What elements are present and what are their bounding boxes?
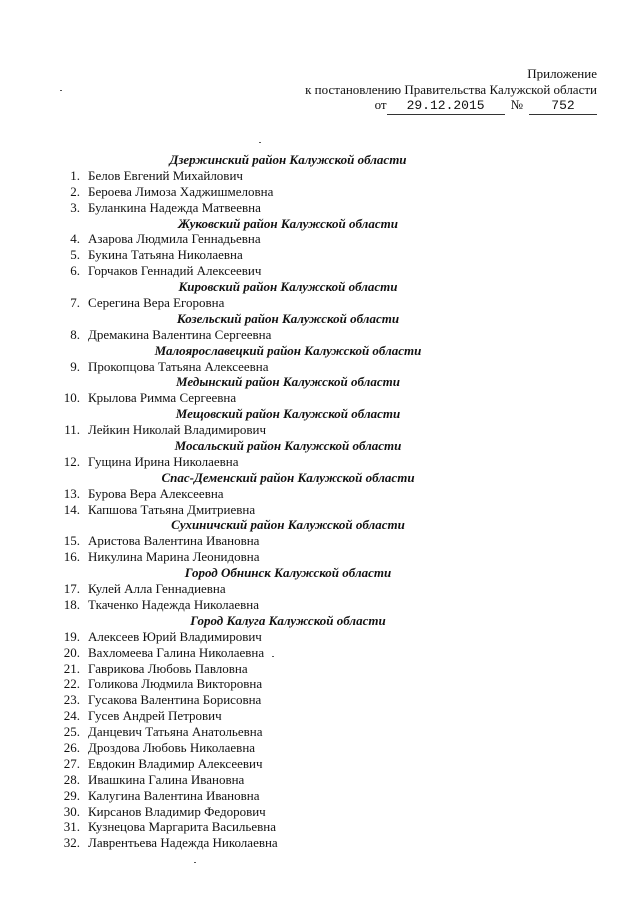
item-number: 1. xyxy=(70,167,80,183)
person-name: Дремакина Валентина Сергеевна xyxy=(88,326,272,342)
person-name: Никулина Марина Леонидовна xyxy=(88,549,260,565)
item-number: 8. xyxy=(70,326,80,342)
person-name: Ивашкина Галина Ивановна xyxy=(88,771,245,787)
list-item xyxy=(58,724,458,740)
item-number: 12. xyxy=(63,453,80,469)
recipient-list xyxy=(58,152,458,851)
item-number: 32. xyxy=(63,835,80,851)
person-name: Гаврикова Любовь Павловна xyxy=(88,660,248,676)
item-number: 15. xyxy=(63,533,80,549)
item-number: 17. xyxy=(63,581,80,597)
list-item xyxy=(58,200,458,216)
item-number: 4. xyxy=(70,231,80,247)
person-name: Бероева Лимоза Хаджишмеловна xyxy=(88,183,274,199)
item-number: 3. xyxy=(70,199,80,215)
item-number: 21. xyxy=(63,660,80,676)
person-name: Данцевич Татьяна Анатольевна xyxy=(88,724,263,740)
list-item xyxy=(58,533,458,549)
person-name: Евдокин Владимир Алексеевич xyxy=(88,755,263,771)
person-name: Кузнецова Маргарита Васильевна xyxy=(88,819,276,835)
person-name: Азарова Людмила Геннадьевна xyxy=(88,231,261,247)
item-number: 24. xyxy=(63,708,80,724)
person-name: Букина Татьяна Николаевна xyxy=(88,247,243,263)
district-heading: Город Обнинск Калужской области xyxy=(184,565,392,581)
person-name: Ткаченко Надежда Николаевна xyxy=(88,596,260,612)
item-number: 23. xyxy=(63,692,80,708)
district-heading: Дзержинский район Калужской области xyxy=(169,152,407,167)
number-prefix: № xyxy=(510,97,523,112)
appendix-header xyxy=(267,66,597,115)
list-item xyxy=(58,295,458,311)
person-name: Белов Евгений Михайлович xyxy=(88,167,243,183)
person-name: Кулей Алла Геннадиевна xyxy=(88,581,226,597)
person-name: Лейкин Николай Владимирович xyxy=(88,422,267,438)
item-number: 11. xyxy=(64,422,80,438)
item-number: 16. xyxy=(63,549,80,565)
list-item xyxy=(58,788,458,804)
list-item xyxy=(58,676,458,692)
district-heading: Спас-Деменский район Калужской области xyxy=(161,469,415,485)
item-number: 2. xyxy=(70,183,80,199)
list-item xyxy=(58,231,458,247)
list-item xyxy=(58,247,458,263)
resolution-reference: к постановлению Правительства Калужской области xyxy=(305,81,597,97)
list-item xyxy=(58,390,458,406)
district-heading: Сухиничский район Калужской области xyxy=(171,517,405,533)
person-name: Буланкина Надежда Матвеевна xyxy=(88,199,261,215)
scan-speck xyxy=(60,90,62,91)
district-heading: Жуковский район Калужской области xyxy=(178,215,398,231)
person-name: Прокопцова Татьяна Алексеевна xyxy=(88,358,269,374)
list-item xyxy=(58,804,458,820)
person-name: Голикова Людмила Викторовна xyxy=(88,676,263,692)
list-item xyxy=(58,629,458,645)
item-number: 22. xyxy=(63,676,80,692)
person-name: Капшова Татьяна Дмитриевна xyxy=(88,501,256,517)
document-number: 752 xyxy=(529,98,597,115)
item-number: 26. xyxy=(63,739,80,755)
list-item xyxy=(58,581,458,597)
list-item xyxy=(58,359,458,375)
item-number: 18. xyxy=(63,596,80,612)
list-item xyxy=(58,692,458,708)
appendix-title: Приложение xyxy=(527,66,597,81)
item-number: 30. xyxy=(63,803,80,819)
document-date: 29.12.2015 xyxy=(387,98,505,115)
item-number: 10. xyxy=(63,390,80,406)
person-name: Лаврентьева Надежда Николаевна xyxy=(88,835,278,851)
scan-speck xyxy=(259,142,261,143)
item-number: 6. xyxy=(70,263,80,279)
item-number: 19. xyxy=(63,628,80,644)
item-number: 14. xyxy=(63,501,80,517)
list-item xyxy=(58,756,458,772)
person-name: Дроздова Любовь Николаевна xyxy=(88,739,256,755)
item-number: 31. xyxy=(63,819,80,835)
district-heading: Козельский район Калужской области xyxy=(176,310,400,326)
list-item xyxy=(58,502,458,518)
scan-speck xyxy=(194,862,196,863)
list-item xyxy=(58,661,458,677)
list-item xyxy=(58,645,458,661)
item-number: 27. xyxy=(63,755,80,771)
item-number: 29. xyxy=(63,787,80,803)
person-name: Гусакова Валентина Борисовна xyxy=(88,692,262,708)
list-item xyxy=(58,184,458,200)
person-name: Гущина Ирина Николаевна xyxy=(88,453,239,469)
item-number: 7. xyxy=(70,295,80,311)
person-name: Горчаков Геннадий Алексеевич xyxy=(88,263,262,279)
list-item xyxy=(58,819,458,835)
list-item xyxy=(58,454,458,470)
person-name: Крылова Римма Сергеевна xyxy=(88,390,237,406)
person-name: Гусев Андрей Петрович xyxy=(88,708,222,724)
item-number: 5. xyxy=(70,247,80,263)
list-item xyxy=(58,740,458,756)
person-name: Вахломеева Галина Николаевна xyxy=(88,644,265,660)
person-name: Бурова Вера Алексеевна xyxy=(88,485,224,501)
registration-line xyxy=(267,97,597,115)
district-heading: Мещовский район Калужской области xyxy=(175,406,401,422)
item-number: 28. xyxy=(63,771,80,787)
district-heading: Малоярославецкий район Калужской области xyxy=(154,342,422,358)
district-heading: Город Калуга Калужской области xyxy=(190,612,386,628)
person-name: Серегина Вера Егоровна xyxy=(88,295,225,311)
person-name: Аристова Валентина Ивановна xyxy=(88,533,260,549)
list-item xyxy=(58,327,458,343)
list-item xyxy=(58,549,458,565)
list-item xyxy=(58,263,458,279)
district-heading: Кировский район Калужской области xyxy=(178,279,398,295)
list-item xyxy=(58,772,458,788)
item-number: 13. xyxy=(63,485,80,501)
item-number: 9. xyxy=(70,358,80,374)
scan-speck xyxy=(272,656,274,657)
list-item xyxy=(58,597,458,613)
person-name: Алексеев Юрий Владимирович xyxy=(88,628,262,644)
district-heading: Медынский район Калужской области xyxy=(176,374,400,390)
list-item xyxy=(58,835,458,851)
list-item xyxy=(58,168,458,184)
list-item xyxy=(58,422,458,438)
list-item xyxy=(58,486,458,502)
district-heading: Мосальский район Калужской области xyxy=(174,438,402,454)
list-item xyxy=(58,708,458,724)
item-number: 20. xyxy=(63,644,80,660)
person-name: Калугина Валентина Ивановна xyxy=(88,787,260,803)
person-name: Кирсанов Владимир Федорович xyxy=(88,803,266,819)
date-prefix: от xyxy=(374,97,387,112)
item-number: 25. xyxy=(63,724,80,740)
